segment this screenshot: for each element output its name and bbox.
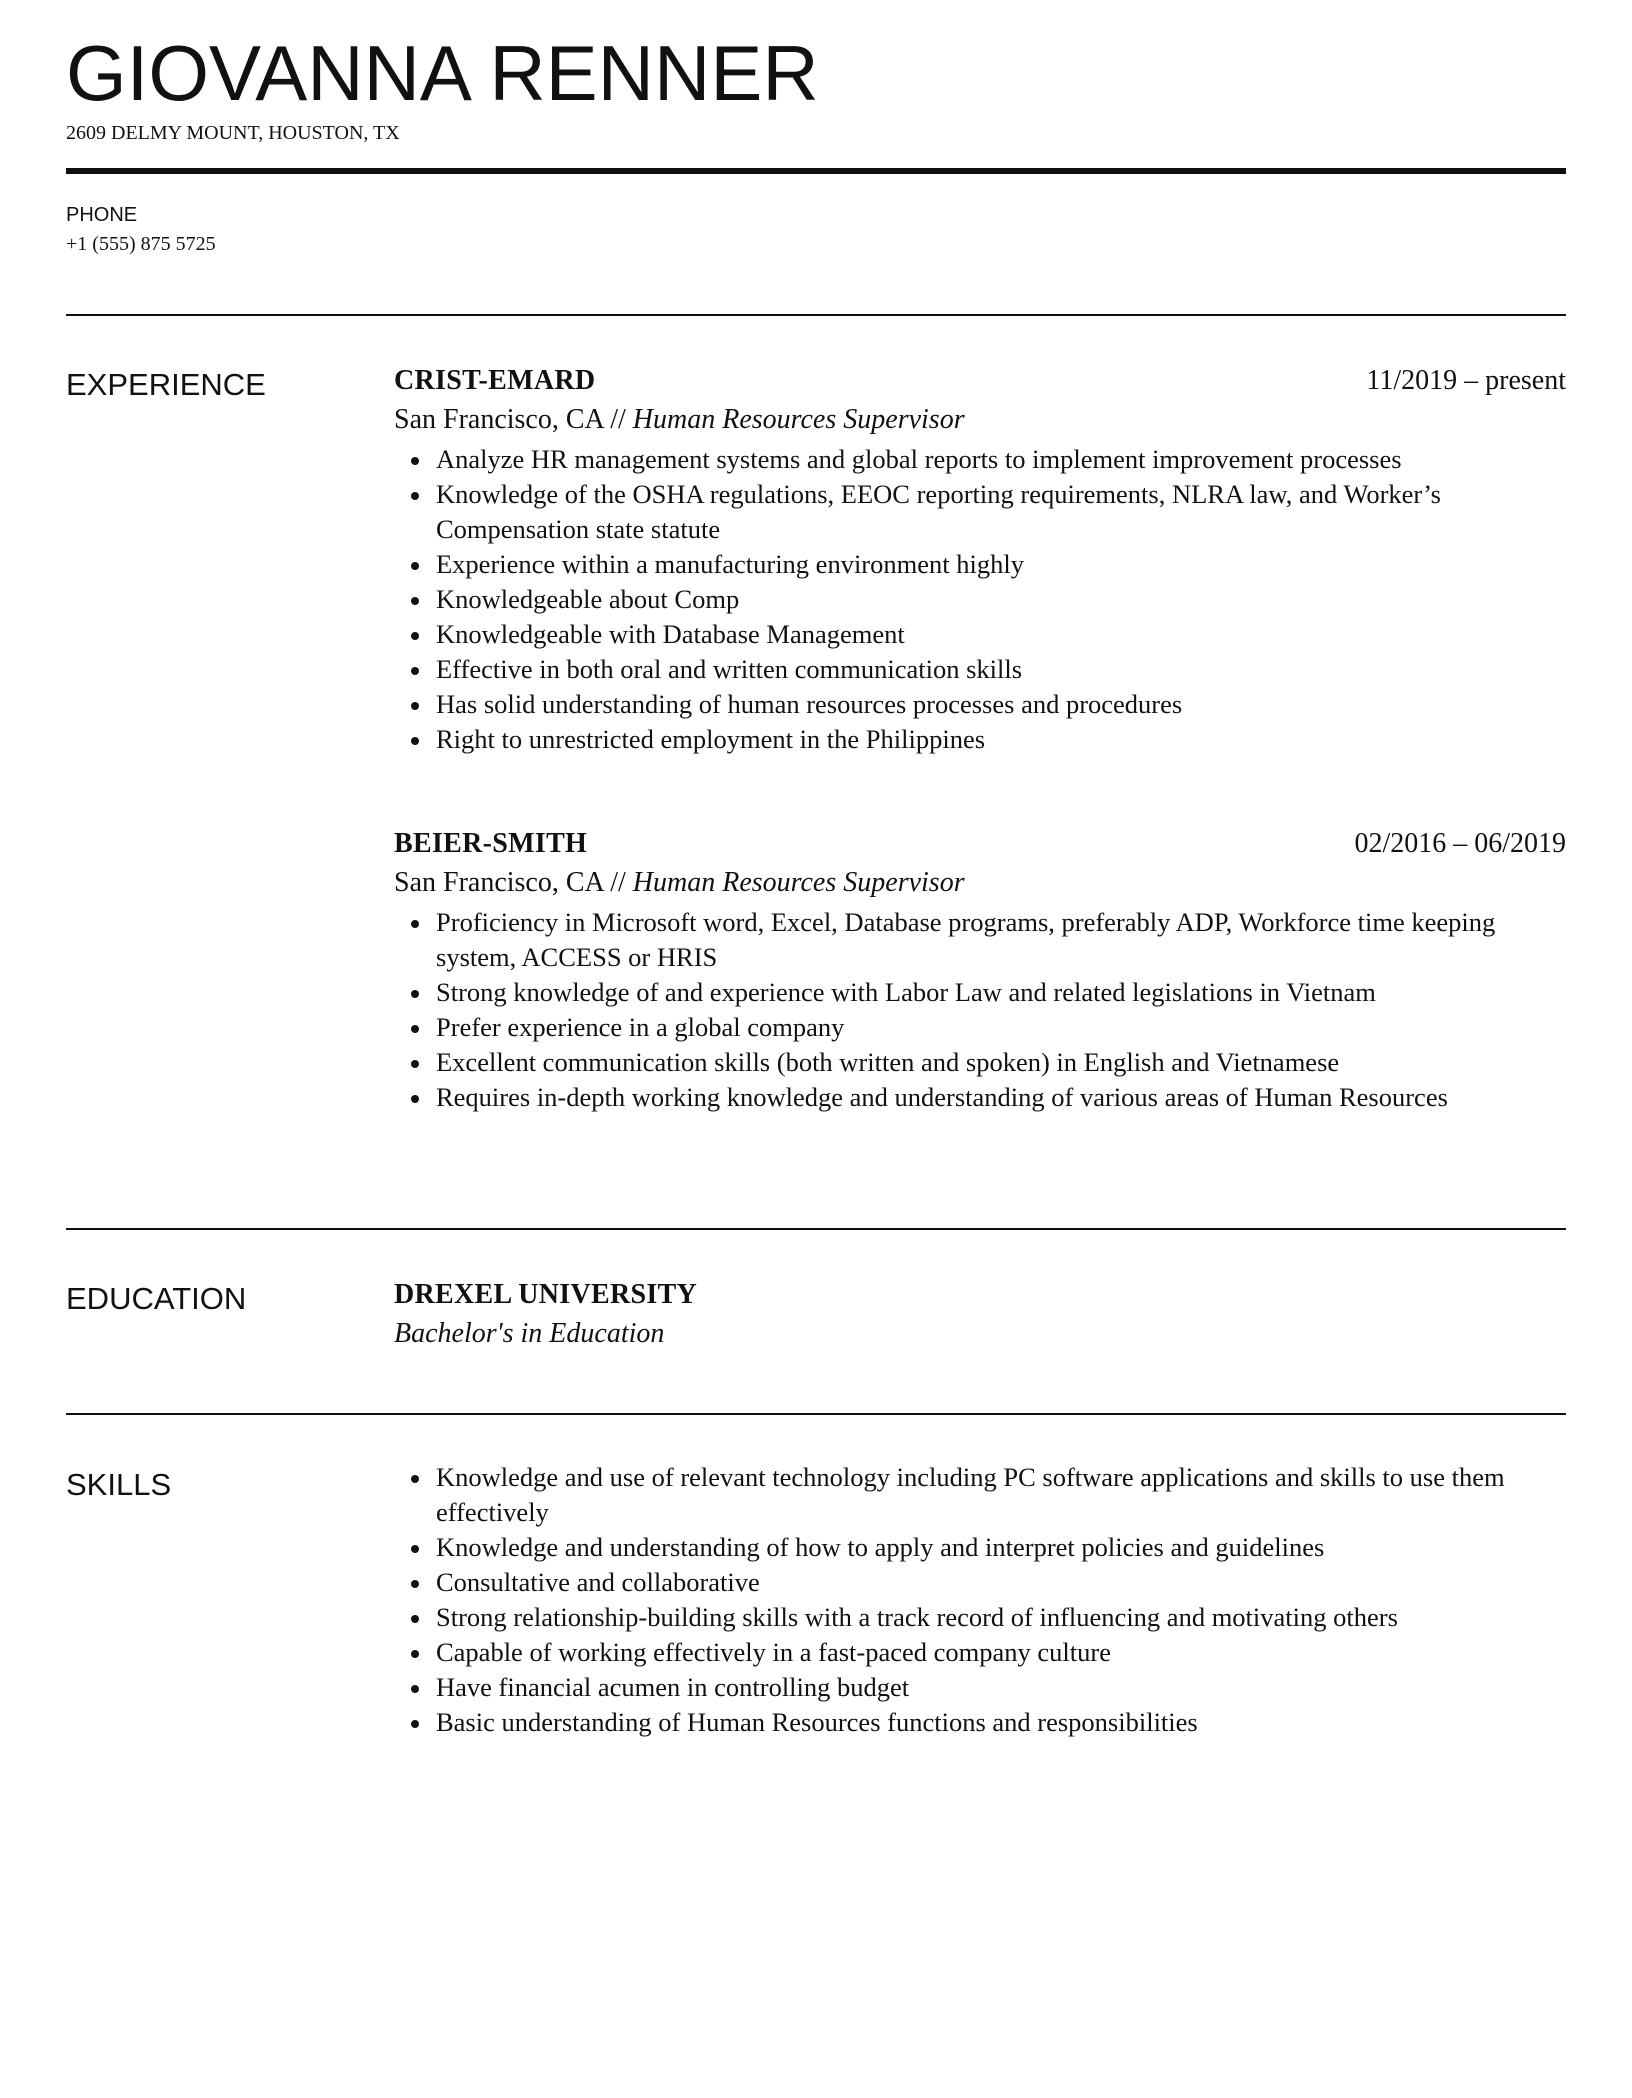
job-dates: 11/2019 – present <box>1366 365 1566 396</box>
skill-item: Basic understanding of Human Resources functions and responsibilities <box>436 1705 1566 1740</box>
candidate-name: GIOVANNA RENNER <box>66 29 819 117</box>
skills-list-container <box>394 1460 1566 1740</box>
skill-item: Strong relationship-building skills with a track record of influencing and motivating others <box>436 1600 1566 1635</box>
job-bullet: Experience within a manufacturing environment highly <box>436 547 1566 582</box>
skill-item: Consultative and collaborative <box>436 1565 1566 1600</box>
job-dates: 02/2016 – 06/2019 <box>1354 828 1566 859</box>
candidate-address: 2609 DELMY MOUNT, HOUSTON, TX <box>66 122 400 144</box>
job-header <box>394 825 1566 863</box>
skill-item: Have financial acumen in controlling budget <box>436 1670 1566 1705</box>
phone-value: +1 (555) 875 5725 <box>66 233 216 255</box>
job-location-role <box>394 863 1566 903</box>
experience-job <box>394 825 1566 1115</box>
job-separator: // <box>603 867 633 898</box>
job-role: Human Resources Supervisor <box>632 404 965 435</box>
job-bullet: Excellent communication skills (both written and spoken) in English and Vietnamese <box>436 1045 1566 1080</box>
education-section-title: EDUCATION <box>66 1281 247 1316</box>
job-location: San Francisco, CA <box>394 404 604 435</box>
job-bullet: Effective in both oral and written communication skills <box>436 652 1566 687</box>
job-bullet: Requires in-depth working knowledge and understanding of various areas of Human Resources <box>436 1080 1566 1115</box>
job-bullet: Right to unrestricted employment in the Philippines <box>436 722 1566 757</box>
education-entry <box>394 1276 1566 1354</box>
job-bullet: Knowledge of the OSHA regulations, EEOC reporting requirements, NLRA law, and Worker’s Compensation state statute <box>436 477 1566 547</box>
section-divider <box>66 1413 1566 1415</box>
job-bullets <box>394 442 1566 757</box>
experience-job <box>394 362 1566 757</box>
job-bullet: Has solid understanding of human resources processes and procedures <box>436 687 1566 722</box>
education-school: DREXEL UNIVERSITY <box>394 1279 698 1310</box>
section-divider <box>66 1228 1566 1230</box>
phone-label: PHONE <box>66 204 138 226</box>
job-bullet: Proficiency in Microsoft word, Excel, Database programs, preferably ADP, Workforce time keeping system, ACCESS or HRIS <box>436 905 1566 975</box>
job-header <box>394 362 1566 400</box>
skill-item: Knowledge and understanding of how to apply and interpret policies and guidelines <box>436 1530 1566 1565</box>
section-divider <box>66 314 1566 316</box>
job-bullet: Strong knowledge of and experience with Labor Law and related legislations in Vietnam <box>436 975 1566 1010</box>
skill-item: Knowledge and use of relevant technology including PC software applications and skills to use them effectively <box>436 1460 1566 1530</box>
skills-list <box>394 1460 1566 1740</box>
job-location-role <box>394 400 1566 440</box>
skills-section-title: SKILLS <box>66 1467 172 1502</box>
skill-item: Capable of working effectively in a fast-paced company culture <box>436 1635 1566 1670</box>
job-bullets <box>394 905 1566 1115</box>
header-divider <box>66 168 1566 174</box>
job-role: Human Resources Supervisor <box>632 867 965 898</box>
job-company: BEIER-SMITH <box>394 828 588 859</box>
job-location: San Francisco, CA <box>394 867 604 898</box>
job-bullet: Knowledgeable with Database Management <box>436 617 1566 652</box>
experience-section-title: EXPERIENCE <box>66 367 266 402</box>
job-separator: // <box>603 404 633 435</box>
job-bullet: Knowledgeable about Comp <box>436 582 1566 617</box>
job-bullet: Analyze HR management systems and global reports to implement improvement processes <box>436 442 1566 477</box>
education-degree: Bachelor's in Education <box>394 1318 665 1349</box>
job-company: CRIST-EMARD <box>394 365 596 396</box>
job-bullet: Prefer experience in a global company <box>436 1010 1566 1045</box>
